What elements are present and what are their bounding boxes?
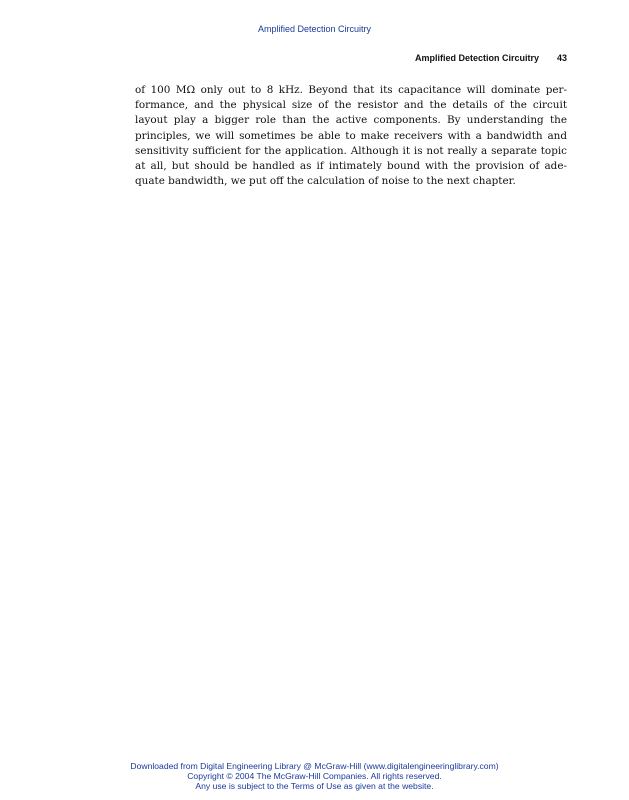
footer-notice [0, 761, 629, 791]
running-head [135, 53, 567, 63]
body-line: quate bandwidth, we put off the calculation of noise to the next chapter. [135, 175, 516, 188]
body-line: formance, and the physical size of the resistor and the details of the circuit [135, 99, 567, 112]
body-line: layout play a bigger role than the active components. By understanding the [135, 114, 567, 127]
footer-terms[interactable]: Any use is subject to the Terms of Use as given at the website. [195, 781, 434, 791]
body-line: at all, but should be handled as if intimately bound with the provision of ade- [135, 160, 567, 173]
running-title: Amplified Detection Circuitry [414, 53, 539, 63]
body-line: of 100 MΩ only out to 8 kHz. Beyond that its capacitance will dominate per- [135, 84, 567, 96]
footer-copyright: Copyright © 2004 The McGraw-Hill Companies. All rights reserved. [187, 771, 442, 781]
top-chapter-link[interactable]: Amplified Detection Circuitry [257, 24, 372, 34]
body-line: principles, we will sometimes be able to make receivers with a bandwidth and [135, 129, 567, 142]
body-paragraph [135, 83, 567, 189]
body-line: sensitivity sufficient for the application. Although it is not really a separate topic [135, 144, 567, 157]
footer-download-link[interactable]: Downloaded from Digital Engineering Library @ McGraw-Hill (www.digitalengineeringlibrary.com) [130, 761, 499, 771]
page-number: 43 [556, 53, 567, 63]
